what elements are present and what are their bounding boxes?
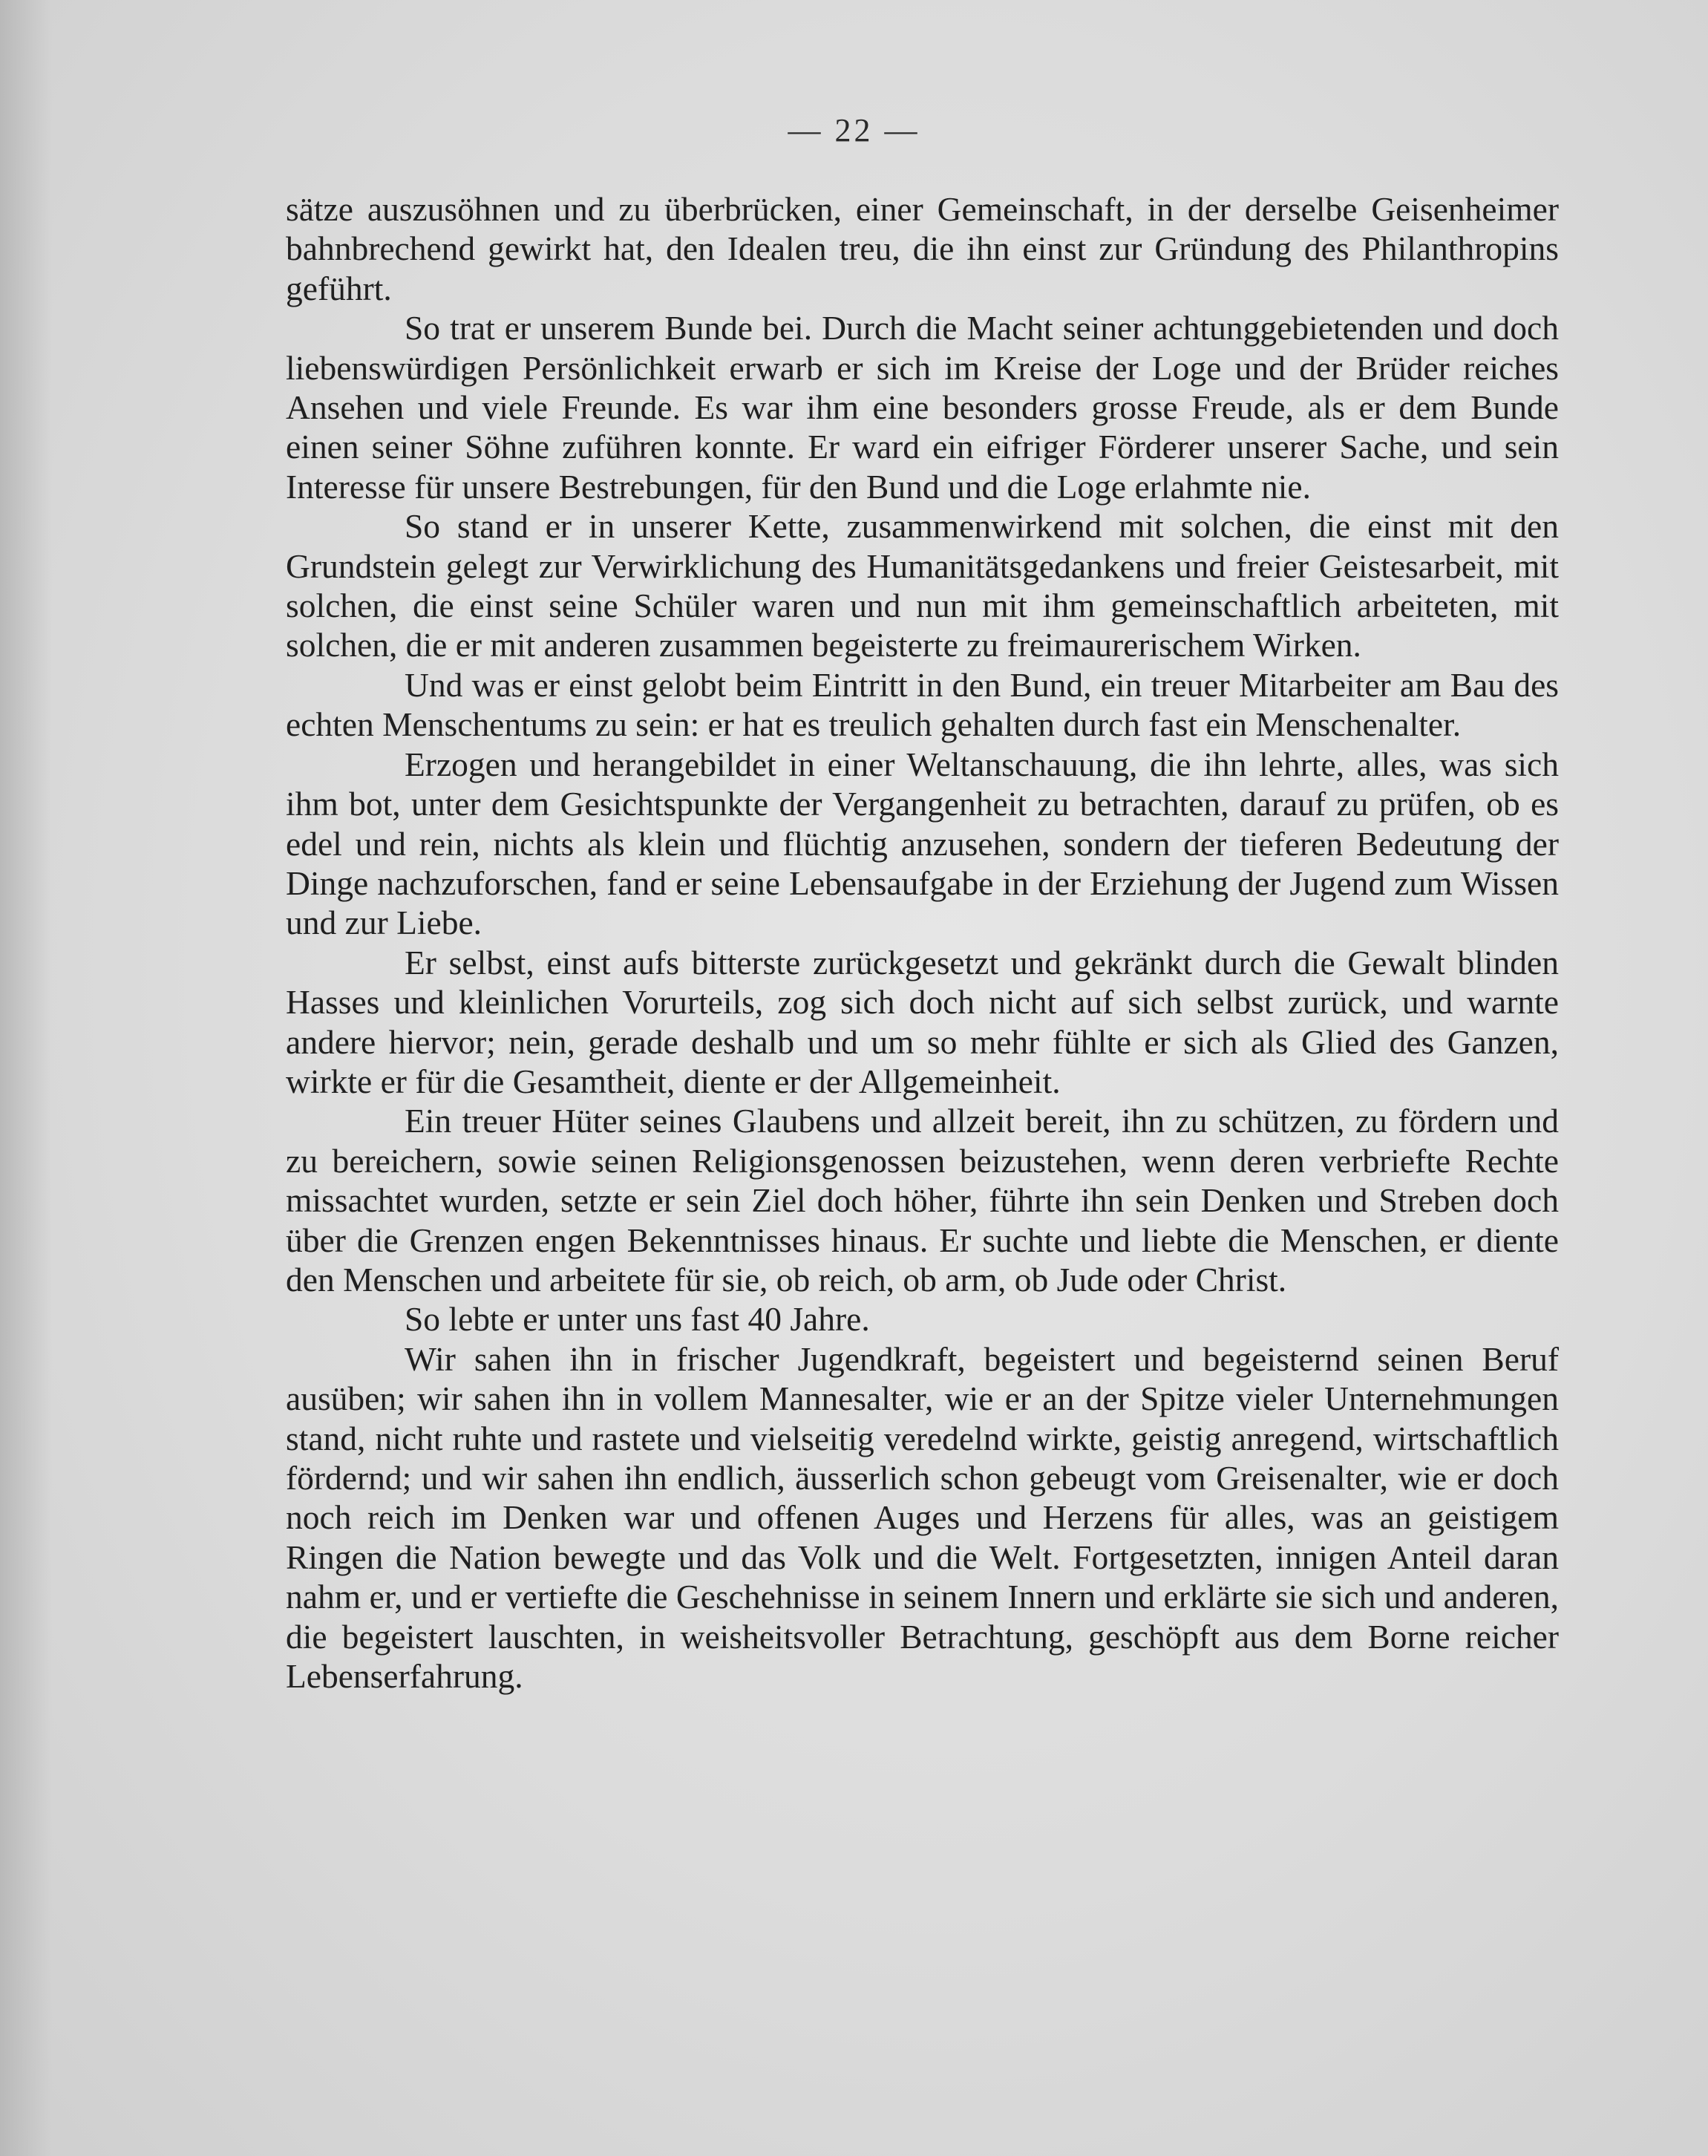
- page-number: — 22 —: [788, 112, 920, 148]
- paragraph-4: Und was er einst gelobt beim Eintritt in den Bund, ein treuer Mitarbeiter am Bau des echten Menschentums zu sein: er hat es treulich gehalten durch fast ein Menschenalter.: [286, 665, 1559, 744]
- paragraph-2: So trat er unserem Bunde bei. Durch die Macht seiner achtunggebietenden und doch liebenswürdigen Persönlichkeit erwarb er sich im Kreise der Loge und der Brüder reiches Ansehen und viele Freunde. Es war ihm eine besonders grosse Freude, als er dem Bunde einen seiner Söhne zuführen konnte. Er ward ein eifriger Förderer unserer Sache, und sein Interesse für unsere Bestrebungen, für den Bund und die Loge erlahmte nie.: [286, 309, 1559, 506]
- paragraph-7: Ein treuer Hüter seines Glaubens und allzeit bereit, ihn zu schützen, zu fördern und zu bereichern, sowie seinen Religionsgenossen beizustehen, wenn deren verbriefte Rechte missachtet wurden, setzte er sein Ziel doch höher, führte ihn sein Denken und Streben doch über die Grenzen engen Bekenntnisses hinaus. Er suchte und liebte die Menschen, er diente den Menschen und arbeitete für sie, ob reich, ob arm, ob Jude oder Christ.: [286, 1102, 1559, 1298]
- page-edge-shadow: [0, 0, 52, 2156]
- paragraph-1: sätze auszusöhnen und zu überbrücken, einer Gemeinschaft, in der derselbe Geisenheimer bahnbrechend gewirkt hat, den Idealen treu, die ihn einst zur Gründung des Philanthropins geführt.: [286, 190, 1559, 307]
- paragraph-9: Wir sahen ihn in frischer Jugendkraft, begeistert und begeisternd seinen Beruf ausüben; wir sahen ihn in vollem Mannesalter, wie er an der Spitze vieler Unternehmungen stand, nicht ruhte und rastete und vielseitig veredelnd wirkte, geistig anregend, wirtschaftlich fördernd; und wir sahen ihn endlich, äusserlich schon gebeugt vom Greisenalter, wie er doch noch reich im Denken war und offenen Auges und Herzens für alles, was an geistigem Ringen die Nation bewegte und das Volk und die Welt. Fortgesetzten, innigen Anteil daran nahm er, und er vertiefte die Geschehnisse in seinem Innern und erklärte sie sich und anderen, die begeistert lauschten, in weisheitsvoller Betrachtung, geschöpft aus dem Borne reicher Lebenserfahrung.: [286, 1339, 1559, 1696]
- paragraph-5: Erzogen und herangebildet in einer Weltanschauung, die ihn lehrte, alles, was sich ihm bot, unter dem Gesichtspunkte der Vergangenheit zu betrachten, darauf zu prüfen, ob es edel und rein, nichts als klein und flüchtig anzusehen, sondern der tieferen Bedeutung der Dinge nachzuforschen, fand er seine Lebensaufgabe in der Erziehung der Jugend zum Wissen und zur Liebe.: [286, 745, 1559, 942]
- paragraph-8: So lebte er unter uns fast 40 Jahre.: [405, 1300, 870, 1339]
- paragraph-6: Er selbst, einst aufs bitterste zurückgesetzt und gekränkt durch die Gewalt blinden Hasses und kleinlichen Vorurteils, zog sich doch nicht auf sich selbst zurück, und warnte andere hiervor; nein, gerade deshalb und um so mehr fühlte er sich als Glied des Ganzen, wirkte er für die Gesamtheit, diente er der Allgemeinheit.: [286, 943, 1559, 1100]
- paragraph-3: So stand er in unserer Kette, zusammenwirkend mit solchen, die einst mit den Grundstein gelegt zur Verwirklichung des Humanitätsgedankens und freier Geistesarbeit, mit solchen, die einst seine Schüler waren und nun mit ihm gemeinschaftlich arbeiteten, mit solchen, die er mit anderen zusammen begeisterte zu freimaurerischem Wirken.: [286, 507, 1559, 664]
- body-text: [286, 189, 1559, 1696]
